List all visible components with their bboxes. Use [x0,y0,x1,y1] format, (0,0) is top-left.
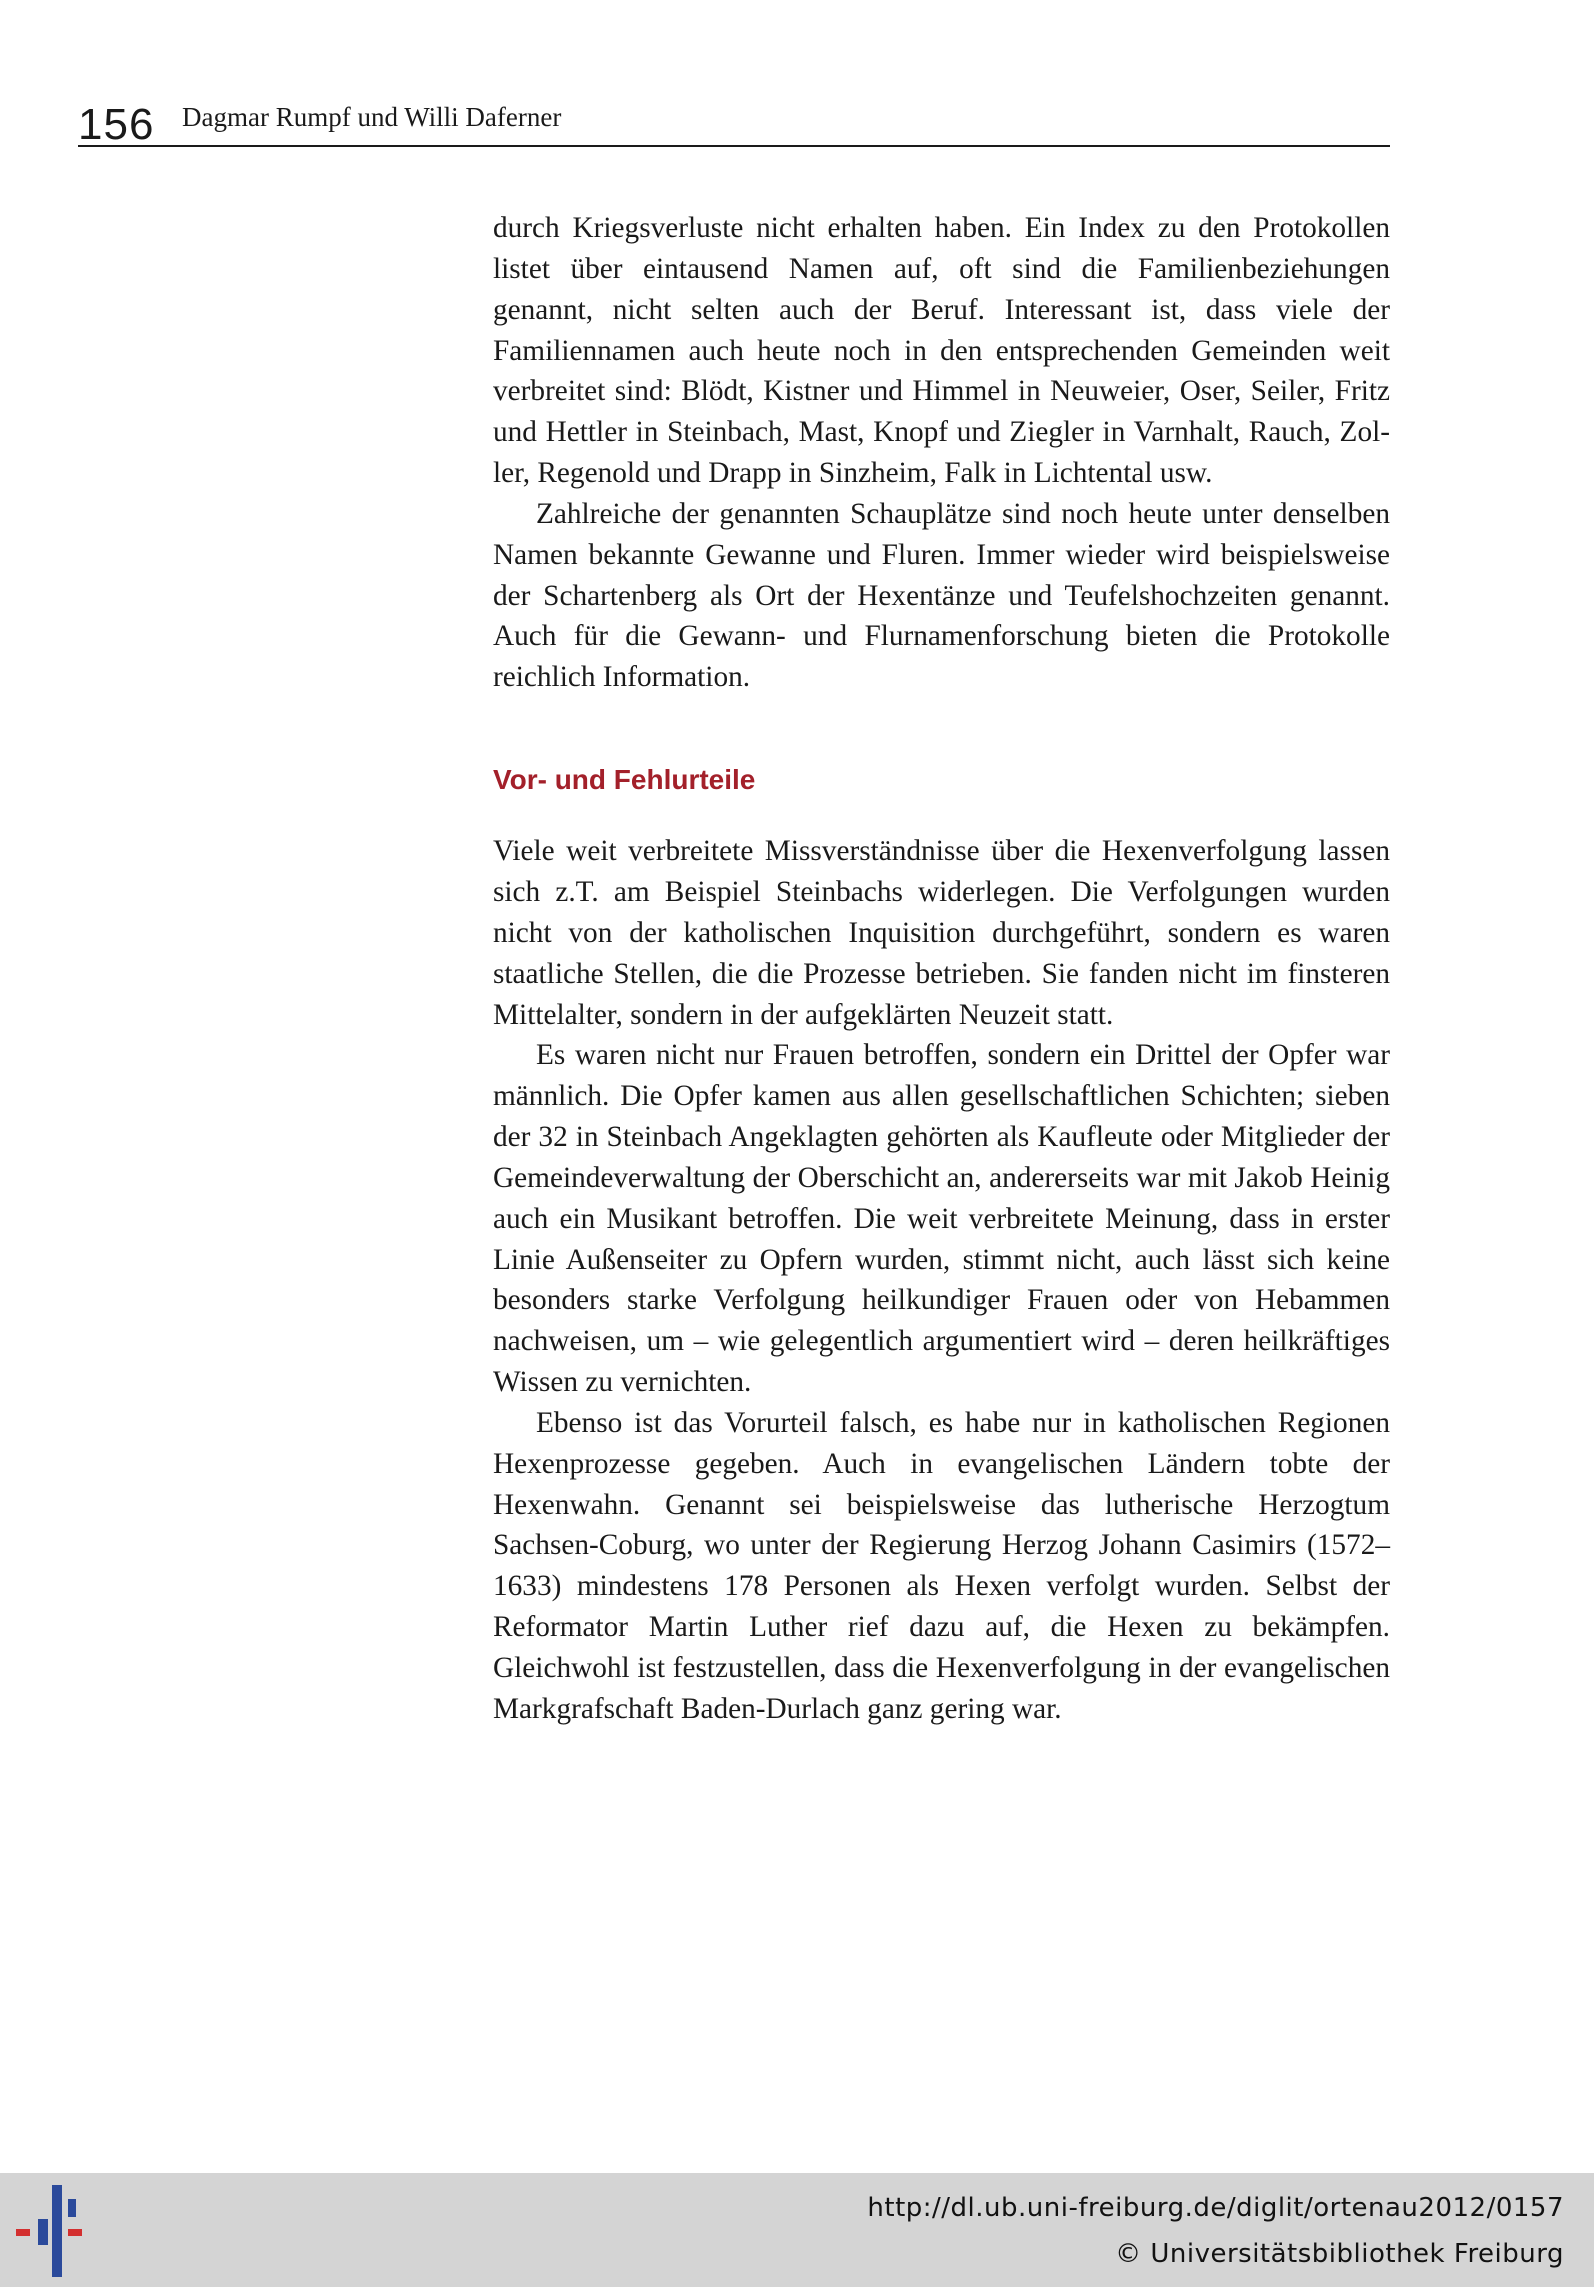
page-header [78,95,1390,147]
footer-url-link[interactable]: http://dl.ub.uni-freiburg.de/diglit/ortenau2012/0157 [867,2193,1564,2223]
library-logo-icon [16,2185,100,2277]
footer-bar [0,2173,1594,2287]
section-heading: Vor- und Fehlurteile [493,764,756,796]
paragraph: Zahlreiche der genannten Schauplätze sind noch heute unter denselben Namen bekannte Gewanne und Fluren. Immer wieder wird beispielsweise der Schartenberg als Ort der Hexentänze und Teufelshochzeiten genannt. Auch für die Gewann- und Flurnamenforschung bieten die Protokolle reichlich Information. [493,497,1390,694]
paragraph: Es waren nicht nur Frauen betroffen, sondern ein Drittel der Opfer war männlich. Die Opfer kamen aus allen gesellschaftlichen Schichten; sieben der 32 in Steinbach Angeklagten gehörten als Kaufleute oder Mitglieder der Gemeindeverwaltung der Oberschicht an, andererseits war mit Jakob Heinig auch ein Musikant betroffen. Die weit verbreitete Meinung, dass in erster Linie Außenseiter zu Opfern wurden, stimmt nicht, auch lässt sich keine besonders starke Verfolgung heilkundiger Frauen oder von Hebammen nachweisen, um – wie gelegentlich argumentiert wird – deren heilkräftiges Wissen zu vernichten. [493,1039,1390,1399]
paragraph: Viele weit verbreitete Missverständnisse über die Hexenverfolgung lassen sich z.T. am Beispiel Steinbachs widerlegen. Die Verfolgungen wurden nicht von der katholischen Inquisition durchgeführt, sondern es waren staatliche Stellen, die die Prozesse betrieben. Sie fanden nicht im finsteren Mittelalter, sondern in der aufgeklärten Neuzeit statt. [493,835,1390,1031]
running-head: Dagmar Rumpf und Willi Daferner [182,102,562,132]
page-number: 156 [78,100,155,149]
body-text [493,208,1390,1730]
footer-copyright: © Universitätsbibliothek Freiburg [1115,2239,1564,2269]
paragraph: durch Kriegsverluste nicht erhalten haben. Ein Index zu den Protokollen listet über eintausend Namen auf, oft sind die Familienbeziehungen genannt, nicht selten auch der Beruf. Interessant ist, dass viele der Familiennamen auch heute noch in den entsprechenden Gemeinden weit verbreitet sind: Blödt, Kistner und Himmel in Neuweier, Oser, Seiler, Fritz und Hettler in Steinbach, Mast, Knopf und Ziegler in Varnhalt, Rauch, Zoller, Regenold und Drapp in Sinzheim, Falk in Lichtental usw. [493,212,1390,490]
paragraph: Ebenso ist das Vorurteil falsch, es habe nur in katholischen Regionen Hexenprozesse gegeben. Auch in evangelischen Ländern tobte der Hexenwahn. Genannt sei beispielsweise das lutherische Herzogtum Sachsen-Coburg, wo unter der Regierung Herzog Johann Casimirs (1572–1633) mindestens 178 Personen als Hexen verfolgt wurden. Selbst der Reformator Martin Luther rief dazu auf, die Hexen zu bekämpfen. Gleichwohl ist festzustellen, dass die Hexenverfolgung in der evangelischen Markgrafschaft Baden-Durlach ganz gering war. [493,1406,1390,1725]
